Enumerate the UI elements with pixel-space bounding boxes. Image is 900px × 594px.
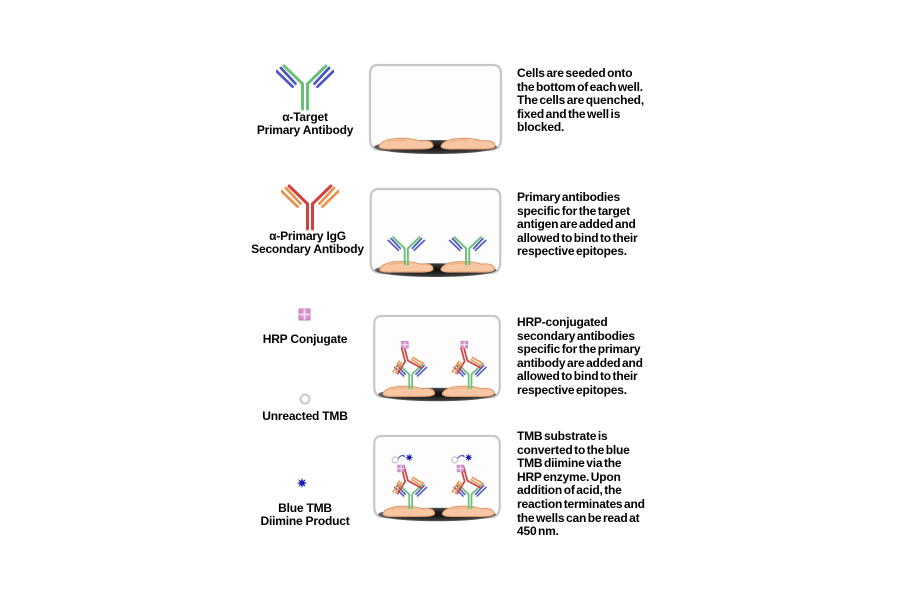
- desc-line: fixed and the well is: [517, 106, 621, 121]
- legend-label-blue-tmb: [230, 502, 380, 528]
- blue-tmb-star: [405, 453, 413, 461]
- unreacted-tmb-icon: [299, 393, 311, 405]
- desc-line: TMB diimine via the: [517, 456, 622, 471]
- desc-line: TMB substrate is: [517, 429, 608, 443]
- desc-line: addition of acid, the: [517, 483, 622, 498]
- desc-line: the bottom of each well.: [517, 79, 643, 94]
- well-step-2: [368, 187, 503, 282]
- legend-label-line: Unreacted TMB: [262, 409, 348, 423]
- step-2-description: [517, 191, 638, 259]
- legend-label-line: α-Target: [282, 110, 328, 124]
- unreacted-tmb-dot: [452, 457, 458, 463]
- desc-line: secondary antibodies: [517, 328, 635, 343]
- desc-line: allowed to bind to their: [517, 230, 638, 245]
- legend-label-line: Blue TMB: [278, 501, 332, 515]
- hrp-conjugate-tag: [398, 465, 405, 472]
- desc-line: converted to the blue: [517, 442, 630, 457]
- desc-line: HRP-conjugated: [517, 315, 608, 329]
- desc-line: Cells are seeded onto: [517, 66, 633, 80]
- desc-line: HRP enzyme. Upon: [517, 469, 621, 484]
- desc-line: respective epitopes.: [517, 382, 627, 397]
- legend-label-secondary-antibody: [225, 230, 390, 256]
- legend-label-unreacted-tmb: [230, 410, 380, 423]
- step-1-description: [517, 67, 644, 135]
- legend-label-primary-antibody: [230, 111, 380, 137]
- desc-line: blocked.: [517, 120, 565, 135]
- desc-line: antibody are added and: [517, 355, 643, 370]
- hrp-conjugate-tag: [457, 465, 464, 472]
- desc-line: allowed to bind to their: [517, 369, 638, 384]
- desc-line: reaction terminates and: [517, 496, 645, 511]
- blue-tmb-diimine-icon: [296, 477, 308, 489]
- step-4-description: [517, 430, 645, 539]
- legend-label-line: HRP Conjugate: [262, 332, 348, 346]
- desc-line: specific for the target: [517, 203, 630, 218]
- desc-line: The cells are quenched,: [517, 93, 644, 108]
- legend-label-line: Secondary Antibody: [251, 242, 364, 256]
- desc-line: the wells can be read at: [517, 510, 640, 525]
- legend-label-line: α-Primary IgG: [269, 229, 346, 243]
- desc-line: antigen are added and: [517, 217, 636, 232]
- hrp-conjugate-tag: [461, 341, 468, 348]
- unreacted-tmb-dot: [392, 457, 398, 463]
- blue-tmb-star: [465, 453, 473, 461]
- well-step-4: [371, 434, 503, 526]
- desc-line: respective epitopes.: [517, 244, 627, 259]
- desc-line: 450 nm.: [517, 524, 559, 539]
- legend-label-line: Primary Antibody: [256, 123, 354, 137]
- desc-line: Primary antibodies: [517, 190, 620, 204]
- step-3-description: [517, 316, 643, 398]
- well-step-3: [371, 314, 503, 406]
- desc-line: specific for the primary: [517, 342, 641, 357]
- well-step-1: [368, 63, 503, 159]
- hrp-conjugate-tag: [402, 341, 409, 348]
- legend-label-line: Diimine Product: [260, 514, 350, 528]
- primary-antibody-icon: [276, 64, 334, 116]
- legend-label-hrp-conjugate: [230, 333, 380, 346]
- hrp-conjugate-icon: [298, 308, 311, 321]
